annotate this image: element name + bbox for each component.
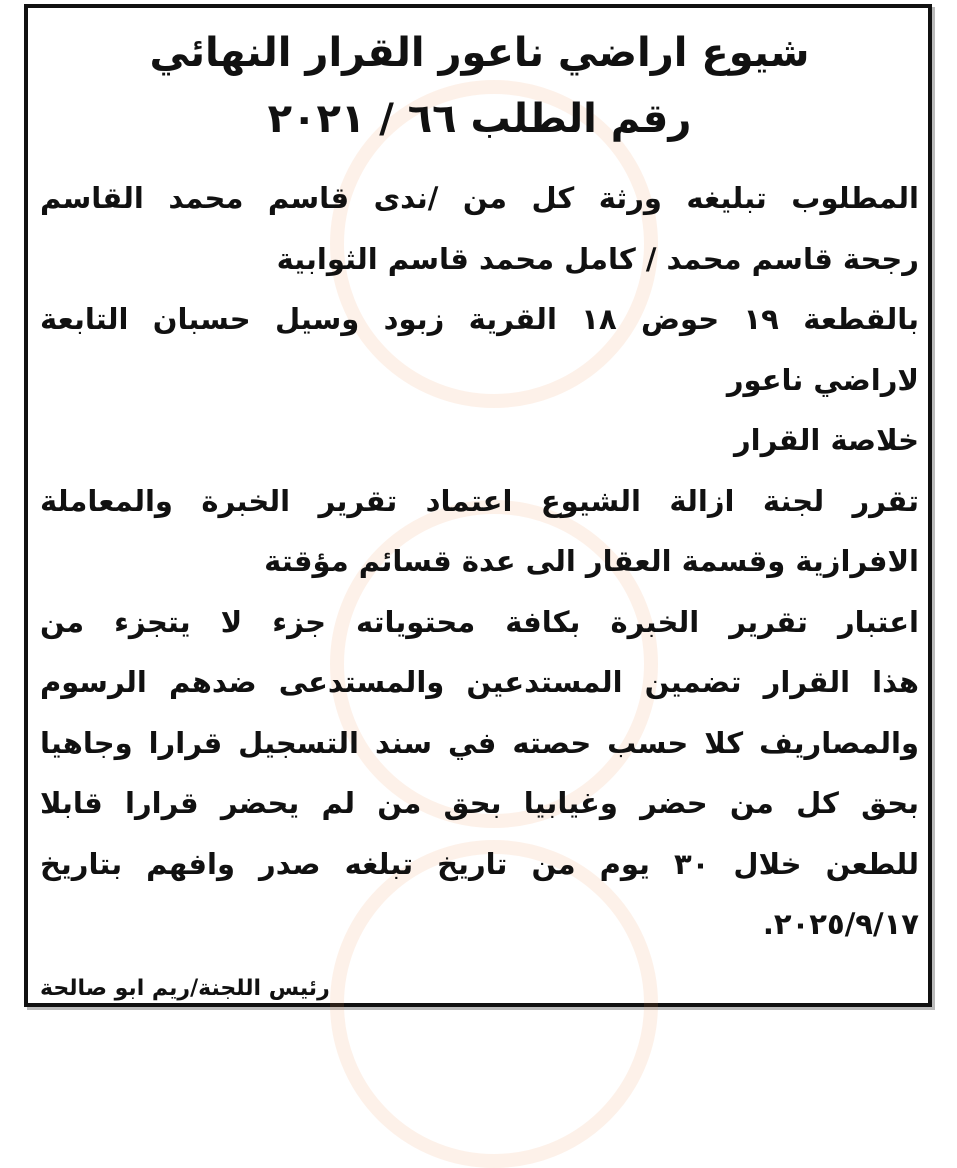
body-line: والمصاريف كلا حسب حصته في سند التسجيل قرارا وجاهيا [40, 725, 919, 760]
body-line: تقرر لجنة ازالة الشيوع اعتماد تقرير الخبرة والمعاملة [40, 483, 919, 518]
body-line: لاراضي ناعور [726, 362, 919, 397]
body-line: بحق كل من حضر وغيابيا بحق من لم يحضر قرارا قابلا [40, 786, 919, 820]
body-line: للطعن خلال ٣٠ يوم من تاريخ تبلغه صدر وافهم بتاريخ [40, 846, 920, 881]
body-line: هذا القرار تضمين المستدعين والمستدعى ضدهم الرسوم [40, 665, 919, 699]
section-heading: خلاصة القرار [733, 423, 919, 457]
body-line: بالقطعة ١٩ حوض ١٨ القرية زبود وسيل حسبان التابعة [40, 302, 919, 336]
body-line: اعتبار تقرير الخبرة بكافة محتوياته جزء لا يتجزء من [40, 604, 919, 639]
request-number: رقم الطلب ٦٦ / ٢٠٢١ [267, 96, 692, 142]
body-line: الافرازية وقسمة العقار الى عدة قسائم مؤقتة [264, 544, 919, 578]
committee-signature: رئيس اللجنة/ريم ابو صالحة [40, 975, 330, 1001]
notice-content [40, 0, 919, 1019]
notice-title: شيوع اراضي ناعور القرار النهائي [149, 30, 810, 76]
decision-date: ٢٠٢٥/٩/١٧. [762, 907, 919, 941]
body-line: رجحة قاسم محمد / كامل محمد قاسم الثوابية [276, 241, 919, 276]
body-line: المطلوب تبليغه ورثة كل من /ندى قاسم محمد القاسم [40, 181, 919, 215]
